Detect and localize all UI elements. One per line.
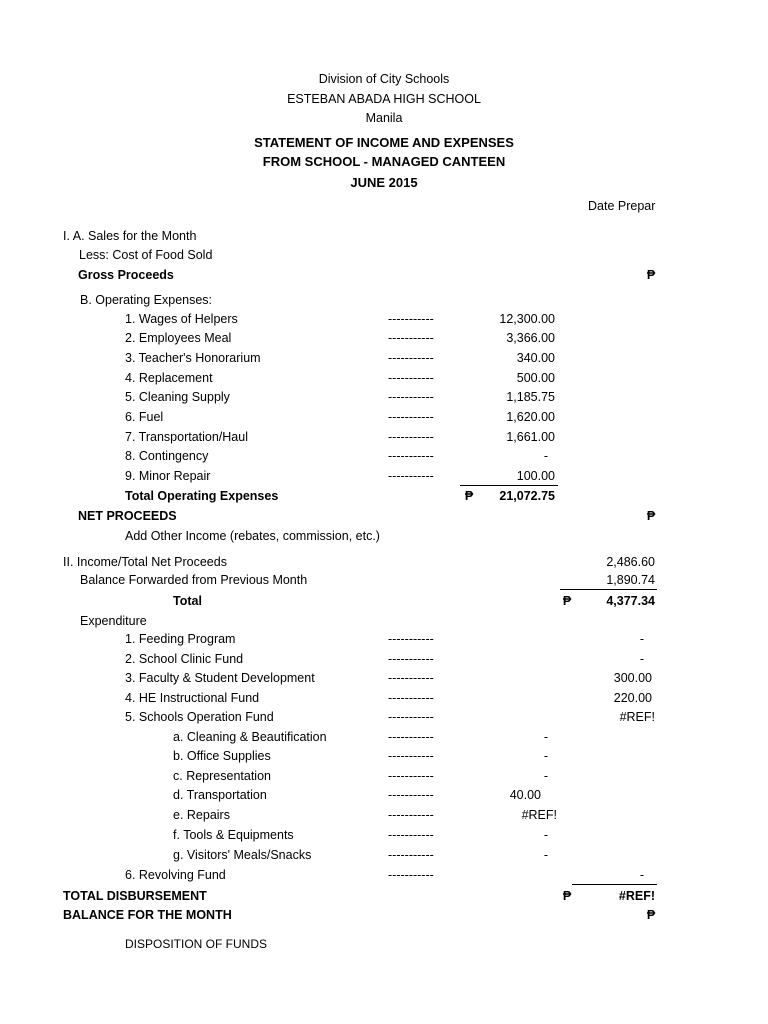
expenditure-item-value: -: [639, 632, 644, 646]
expenditure-item-value: 300.00: [613, 671, 652, 685]
dash-leader: -----------: [388, 371, 434, 385]
dash-leader: -----------: [388, 691, 434, 705]
dash-leader: -----------: [388, 769, 434, 783]
subitem-label: e. Repairs: [173, 808, 230, 822]
disposition-of-funds-label: DISPOSITION OF FUNDS: [125, 937, 268, 951]
expenditure-item-label: 3. Faculty & Student Development: [125, 671, 315, 685]
statement-subtitle: FROM SCHOOL - MANAGED CANTEEN: [262, 154, 506, 169]
total-operating-expenses-label: Total Operating Expenses: [125, 489, 279, 503]
expenditure-item-label: 1. Feeding Program: [125, 632, 236, 646]
peso-sign: ₱: [646, 509, 656, 523]
opex-item-value: 1,661.00: [506, 430, 555, 444]
peso-sign: ₱: [562, 889, 572, 903]
subtotal-rule: [572, 884, 657, 885]
balance-for-month-label: BALANCE FOR THE MONTH: [63, 908, 232, 922]
opex-item-value: 1,620.00: [506, 410, 555, 424]
total-value: 4,377.34: [606, 594, 655, 608]
expenditure-item-value: #REF!: [619, 710, 655, 724]
opex-item-value: -: [543, 449, 548, 463]
dash-leader: -----------: [388, 749, 434, 763]
peso-sign: ₱: [464, 489, 474, 503]
subitem-value: -: [543, 730, 548, 744]
dash-leader: -----------: [388, 710, 434, 724]
opex-item-value: 500.00: [516, 371, 555, 385]
dash-leader: -----------: [388, 848, 434, 862]
opex-item-label: 8. Contingency: [125, 449, 209, 463]
revolving-fund-label: 6. Revolving Fund: [125, 868, 226, 882]
total-disbursement-value: #REF!: [618, 889, 655, 903]
subtotal-rule: [460, 485, 558, 486]
dash-leader: -----------: [388, 410, 434, 424]
balance-forwarded-label: Balance Forwarded from Previous Month: [80, 573, 308, 587]
dash-leader: -----------: [388, 469, 434, 483]
dash-leader: -----------: [388, 828, 434, 842]
subitem-label: a. Cleaning & Beautification: [173, 730, 327, 744]
expenditure-item-value: -: [639, 652, 644, 666]
expenditure-item-label: 4. HE Instructional Fund: [125, 691, 260, 705]
subitem-label: g. Visitors' Meals/Snacks: [173, 848, 312, 862]
dash-leader: -----------: [388, 652, 434, 666]
expenditure-item-value: 220.00: [613, 691, 652, 705]
subitem-label: d. Transportation: [173, 788, 267, 802]
total-operating-expenses-value: 21,072.75: [499, 489, 555, 503]
gross-proceeds-label: Gross Proceeds: [78, 268, 174, 282]
opex-item-value: 100.00: [516, 469, 555, 483]
revolving-fund-value: -: [639, 868, 644, 882]
dash-leader: -----------: [388, 390, 434, 404]
subitem-label: c. Representation: [173, 769, 271, 783]
opex-item-label: 1. Wages of Helpers: [125, 312, 238, 326]
statement-title: STATEMENT OF INCOME AND EXPENSES: [254, 135, 514, 150]
income-net-proceeds-value: 2,486.60: [606, 555, 655, 569]
dash-leader: -----------: [388, 351, 434, 365]
dash-leader: -----------: [388, 449, 434, 463]
opex-item-value: 340.00: [516, 351, 555, 365]
opex-item-value: 3,366.00: [506, 331, 555, 345]
opex-item-label: 6. Fuel: [125, 410, 164, 424]
expenditure-item-label: 5. Schools Operation Fund: [125, 710, 274, 724]
opex-item-label: 4. Replacement: [125, 371, 213, 385]
peso-sign: ₱: [646, 268, 656, 282]
subitem-value: 40.00: [509, 788, 541, 802]
subitem-value: -: [543, 769, 548, 783]
subitem-label: b. Office Supplies: [173, 749, 271, 763]
opex-item-label: 5. Cleaning Supply: [125, 390, 230, 404]
subtotal-rule: [560, 589, 657, 590]
dash-leader: -----------: [388, 430, 434, 444]
expenditure-item-label: 2. School Clinic Fund: [125, 652, 244, 666]
subitem-value: -: [543, 828, 548, 842]
peso-sign: ₱: [646, 908, 656, 922]
date-prepared-label: Date Prepar: [588, 199, 656, 213]
total-label: Total: [173, 594, 202, 608]
subitem-value: -: [543, 848, 548, 862]
total-disbursement-label: TOTAL DISBURSEMENT: [63, 889, 207, 903]
dash-leader: -----------: [388, 671, 434, 685]
statement-period: JUNE 2015: [350, 175, 418, 190]
less-cost-label: Less: Cost of Food Sold: [79, 248, 213, 262]
opex-item-label: 3. Teacher's Honorarium: [125, 351, 261, 365]
opex-item-value: 1,185.75: [506, 390, 555, 404]
peso-sign: ₱: [562, 594, 572, 608]
other-income-label: Add Other Income (rebates, commission, etc.): [125, 529, 380, 543]
net-proceeds-label: NET PROCEEDS: [78, 509, 177, 523]
subitem-value: -: [543, 749, 548, 763]
dash-leader: -----------: [388, 632, 434, 646]
opex-item-value: 12,300.00: [499, 312, 555, 326]
balance-forwarded-value: 1,890.74: [606, 573, 655, 587]
dash-leader: -----------: [388, 331, 434, 345]
school-name: ESTEBAN ABADA HIGH SCHOOL: [287, 92, 481, 106]
dash-leader: -----------: [388, 808, 434, 822]
operating-expenses-title: B. Operating Expenses:: [80, 293, 213, 307]
subitem-value: #REF!: [521, 808, 557, 822]
dash-leader: -----------: [388, 868, 434, 882]
sales-label: I. A. Sales for the Month: [63, 229, 197, 243]
city-label: Manila: [365, 111, 403, 125]
dash-leader: -----------: [388, 788, 434, 802]
opex-item-label: 9. Minor Repair: [125, 469, 211, 483]
income-net-proceeds-label: II. Income/Total Net Proceeds: [63, 555, 227, 569]
subitem-label: f. Tools & Equipments: [173, 828, 294, 842]
dash-leader: -----------: [388, 730, 434, 744]
expenditure-label: Expenditure: [80, 614, 147, 628]
division-label: Division of City Schools: [318, 72, 450, 86]
opex-item-label: 7. Transportation/Haul: [125, 430, 248, 444]
dash-leader: -----------: [388, 312, 434, 326]
opex-item-label: 2. Employees Meal: [125, 331, 232, 345]
